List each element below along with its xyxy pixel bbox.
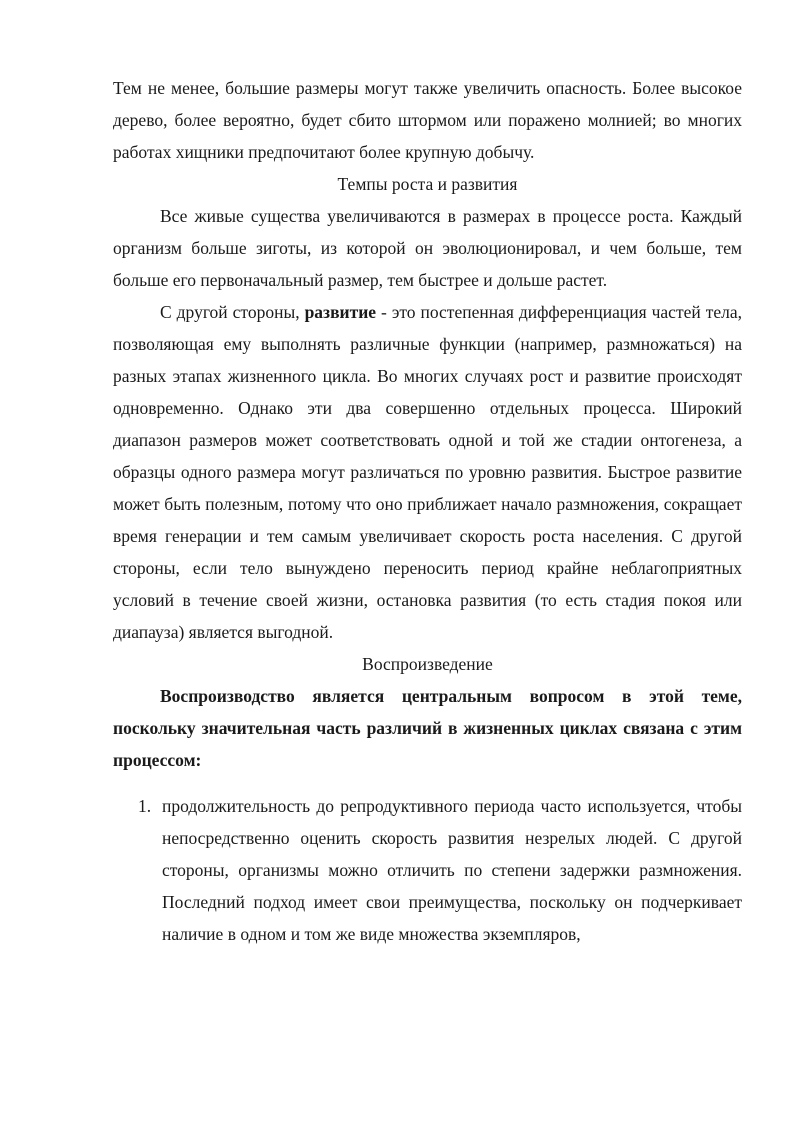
list-item: [113, 790, 742, 950]
term-development: развитие: [304, 302, 377, 322]
paragraph-growth: Все живые существа увеличиваются в размерах в процессе роста. Каждый организм больше зиготы, из которой он эволюционировал, и чем больше, тем больше его первоначальный размер, тем быстрее и дольше растет.: [113, 206, 742, 290]
section-heading-reproduction: Воспроизведение: [362, 654, 493, 674]
list-item-number: 1.: [138, 796, 152, 816]
paragraph-development-rest: - это постепенная дифференциация частей тела, позволяющая ему выполнять различные функции (например, размножаться) на разных этапах жизненного цикла. Во многих случаях рост и развитие происходят одновременно. Однако эти два совершенно отдельных процесса. Широкий диапазон размеров может соответствовать одной и той же стадии онтогенеза, а образцы одного размера могут различаться по уровню развития. Быстрое развитие может быть полезным, потому что оно приближает начало размножения, сокращает время генерации и тем самым увеличивает скорость роста населения. С другой стороны, если тело вынуждено переносить период крайне неблагоприятных условий в течение своей жизни, остановка развития (то есть стадия покоя или диапауза) является выгодной.: [113, 302, 742, 642]
document-page: [113, 72, 742, 950]
section-heading-growth: Темпы роста и развития: [337, 174, 518, 194]
paragraph-size-danger: Тем не менее, большие размеры могут также увеличить опасность. Более высокое дерево, более вероятно, будет сбито штормом или поражено молнией; во многих работах хищники предпочитают более крупную добычу.: [113, 78, 742, 162]
paragraph-development: [113, 296, 742, 648]
paragraph-development-start: С другой стороны,: [160, 302, 305, 322]
spacer: [113, 776, 742, 790]
list-item-text: продолжительность до репродуктивного периода часто используется, чтобы непосредственно оценить скорость развития незрелых людей. С другой стороны, организмы можно отличить по степени задержки размножения. Последний подход имеет свои преимущества, поскольку он подчеркивает наличие в одном и том же виде множества экземпляров,: [162, 796, 742, 944]
numbered-list: [113, 790, 742, 950]
paragraph-reproduction-bold: Воспроизводство является центральным вопросом в этой теме, поскольку значительная часть различий в жизненных циклах связана с этим процессом:: [113, 686, 742, 770]
